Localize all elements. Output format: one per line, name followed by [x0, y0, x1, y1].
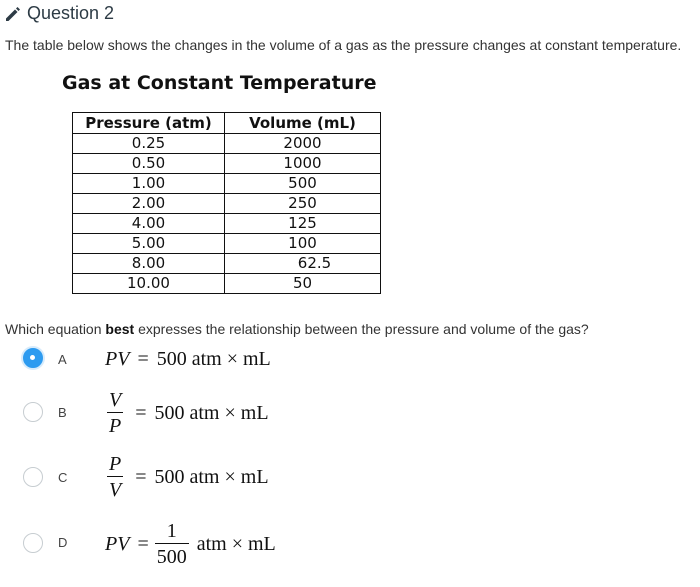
table-row	[73, 234, 381, 254]
option-letter-a: A	[58, 352, 67, 367]
column-header-volume: Volume (mL)	[225, 113, 381, 134]
option-d-denominator: 500	[156, 546, 187, 569]
option-c-numerator: P	[109, 452, 122, 475]
gas-data-table	[72, 112, 381, 294]
option-b-rhs: 500 atm × mL	[154, 401, 269, 424]
option-a-rhs: 500 atm × mL	[156, 347, 271, 370]
pencil-icon	[4, 5, 22, 23]
option-equation-d	[105, 517, 276, 571]
option-letter-d: D	[58, 535, 68, 550]
option-d-rhs: atm × mL	[196, 532, 276, 555]
table-row	[73, 134, 381, 154]
table-row	[73, 174, 381, 194]
option-letter-b: B	[58, 405, 67, 420]
option-b-numerator: V	[109, 388, 122, 411]
option-c-denominator: V	[109, 479, 122, 502]
pressure-cell: 5.00	[73, 234, 225, 254]
option-b-denominator: P	[109, 415, 122, 438]
answer-option-d[interactable]	[0, 517, 700, 571]
pressure-cell: 8.00	[73, 254, 225, 274]
volume-cell: 2000	[225, 134, 381, 154]
pressure-cell: 10.00	[73, 274, 225, 294]
question-prompt-post: expresses the relationship between the pressure and volume of the gas?	[134, 321, 589, 337]
answer-option-b[interactable]	[0, 388, 700, 438]
pressure-cell: 1.00	[73, 174, 225, 194]
column-header-pressure: Pressure (atm)	[73, 113, 225, 134]
volume-cell: 500	[225, 174, 381, 194]
pressure-cell: 2.00	[73, 194, 225, 214]
pressure-cell: 0.50	[73, 154, 225, 174]
table-title: Gas at Constant Temperature	[62, 72, 377, 94]
option-c-fraction	[107, 454, 123, 500]
question-header	[4, 3, 114, 24]
pressure-cell: 0.25	[73, 134, 225, 154]
radio-button-b[interactable]	[23, 402, 43, 422]
radio-button-a[interactable]	[23, 348, 43, 368]
volume-cell: 250	[225, 194, 381, 214]
table-row	[73, 254, 381, 274]
table-header-row	[73, 113, 381, 134]
option-c-rhs: 500 atm × mL	[154, 465, 269, 488]
answer-option-c[interactable]	[0, 452, 700, 502]
option-a-equals: =	[137, 347, 149, 370]
option-d-lhs: PV	[105, 532, 130, 555]
question-prompt-bold: best	[105, 321, 135, 337]
option-equation-a	[105, 345, 271, 373]
option-b-fraction	[107, 390, 123, 436]
option-d-numerator: 1	[166, 519, 177, 542]
intro-text: The table below shows the changes in the volume of a gas as the pressure changes at constant temperature.	[5, 37, 682, 53]
volume-cell: 125	[225, 214, 381, 234]
volume-cell: 50	[225, 274, 381, 294]
option-c-equals: =	[135, 465, 147, 488]
option-b-equals: =	[135, 401, 147, 424]
pressure-cell: 4.00	[73, 214, 225, 234]
option-equation-b	[105, 388, 269, 438]
answer-option-a[interactable]	[0, 345, 700, 375]
table-row	[73, 214, 381, 234]
volume-cell: 1000	[225, 154, 381, 174]
radio-button-d[interactable]	[23, 533, 43, 553]
option-equation-c	[105, 452, 269, 502]
radio-button-c[interactable]	[23, 467, 43, 487]
table-row	[73, 154, 381, 174]
question-title: Question 2	[27, 3, 115, 23]
table-row	[73, 194, 381, 214]
option-d-equals: =	[137, 532, 149, 555]
option-d-fraction	[155, 521, 189, 567]
option-letter-c: C	[58, 470, 68, 485]
question-prompt	[5, 321, 589, 337]
volume-cell: 100	[225, 234, 381, 254]
table-row	[73, 274, 381, 294]
question-prompt-pre: Which equation	[5, 321, 106, 337]
option-a-lhs: PV	[105, 347, 130, 370]
volume-cell: 62.5	[225, 254, 381, 274]
